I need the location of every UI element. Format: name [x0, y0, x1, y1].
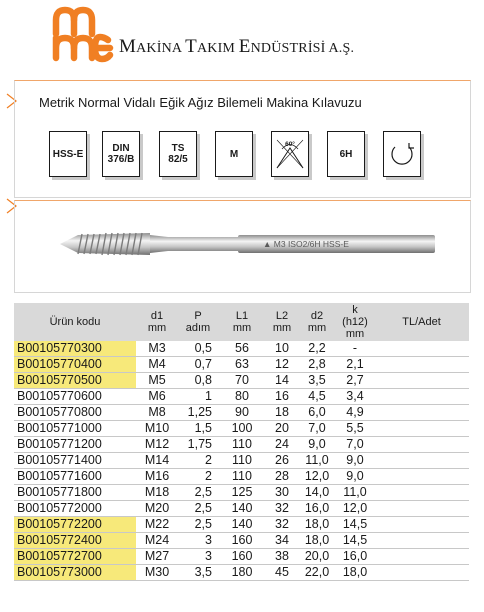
cell-tl [374, 517, 469, 533]
table-row [14, 405, 469, 421]
cell-tl [374, 469, 469, 485]
cell-tl [374, 533, 469, 549]
tap-tool-image [58, 223, 438, 265]
cell-l2: 45 [266, 565, 298, 581]
table-row [14, 357, 469, 373]
cell-l1: 125 [218, 485, 266, 501]
cell-d1: M18 [136, 485, 178, 501]
table-row [14, 373, 469, 389]
cell-l1: 70 [218, 373, 266, 389]
cell-d1: M6 [136, 389, 178, 405]
product-table [14, 303, 469, 581]
cell-l2: 14 [266, 373, 298, 389]
cell-tl [374, 485, 469, 501]
cell-code: B00105771000 [14, 421, 136, 437]
svg-text:60°: 60° [285, 141, 295, 148]
thread-angle-badge [271, 131, 309, 177]
cell-l1: 160 [218, 533, 266, 549]
cell-p: 3 [178, 533, 218, 549]
cell-l2: 32 [266, 517, 298, 533]
company-name-part: A.Ş. [328, 41, 355, 56]
company-name-part: M [119, 36, 137, 57]
cell-p: 0,5 [178, 341, 218, 357]
cell-p: 3,5 [178, 565, 218, 581]
cell-l2: 16 [266, 389, 298, 405]
cell-d2: 4,5 [298, 389, 336, 405]
cell-k: 9,0 [336, 469, 374, 485]
table-row [14, 549, 469, 565]
cell-p: 2 [178, 469, 218, 485]
cell-code: B00105770300 [14, 341, 136, 357]
cell-tl [374, 437, 469, 453]
cell-tl [374, 501, 469, 517]
cell-l2: 20 [266, 421, 298, 437]
cell-l2: 28 [266, 469, 298, 485]
cell-code: B00105771400 [14, 453, 136, 469]
cell-l1: 140 [218, 517, 266, 533]
cell-l1: 180 [218, 565, 266, 581]
cell-code: B00105772000 [14, 501, 136, 517]
cell-tl [374, 373, 469, 389]
company-name-part: E [238, 36, 251, 57]
ts-badge: TS 82/5 [159, 131, 197, 177]
company-name-part: T [185, 36, 197, 57]
cell-d1: M14 [136, 453, 178, 469]
cell-l2: 38 [266, 549, 298, 565]
material-badge: HSS-E [49, 131, 87, 177]
cell-d2: 22,0 [298, 565, 336, 581]
cell-d2: 11,0 [298, 453, 336, 469]
cell-p: 1,5 [178, 421, 218, 437]
cell-tl [374, 421, 469, 437]
cell-k: 12,0 [336, 501, 374, 517]
header-code: Ürün kodu [14, 303, 136, 341]
cell-p: 2,5 [178, 485, 218, 501]
table-row [14, 485, 469, 501]
cell-l1: 100 [218, 421, 266, 437]
header-p: P adım [178, 303, 218, 341]
cell-p: 0,8 [178, 373, 218, 389]
cell-code: B00105770800 [14, 405, 136, 421]
company-name-part: AKIM [196, 41, 239, 56]
company-name [119, 36, 354, 58]
company-name-part: AKİNA [136, 41, 186, 56]
cell-l2: 34 [266, 533, 298, 549]
cell-l1: 90 [218, 405, 266, 421]
cell-d1: M20 [136, 501, 178, 517]
header-l1: L1 mm [218, 303, 266, 341]
cell-code: B00105770400 [14, 357, 136, 373]
cell-d2: 3,5 [298, 373, 336, 389]
cell-code: B00105770600 [14, 389, 136, 405]
cell-k: 11,0 [336, 485, 374, 501]
cell-d1: M30 [136, 565, 178, 581]
cell-k: 4,9 [336, 405, 374, 421]
cell-code: B00105772400 [14, 533, 136, 549]
cell-tl [374, 565, 469, 581]
thread-type-badge: M [215, 131, 253, 177]
cell-k: 7,0 [336, 437, 374, 453]
rotation-badge [383, 131, 421, 177]
header-d1: d1 mm [136, 303, 178, 341]
company-logo [50, 4, 114, 64]
cell-k: 2,1 [336, 357, 374, 373]
header-k: k (h12) mm [336, 303, 374, 341]
table-row [14, 453, 469, 469]
cell-l2: 10 [266, 341, 298, 357]
table-row [14, 501, 469, 517]
cell-d2: 2,2 [298, 341, 336, 357]
cell-p: 2,5 [178, 517, 218, 533]
cell-d1: M8 [136, 405, 178, 421]
cell-d1: M24 [136, 533, 178, 549]
cell-code: B00105773000 [14, 565, 136, 581]
header [0, 0, 484, 75]
cell-tl [374, 341, 469, 357]
cell-d2: 6,0 [298, 405, 336, 421]
cell-p: 2 [178, 453, 218, 469]
din-badge: DIN 376/B [102, 131, 140, 177]
cell-k: 16,0 [336, 549, 374, 565]
thread-angle-icon [274, 135, 306, 173]
cell-p: 1,75 [178, 437, 218, 453]
cell-tl [374, 549, 469, 565]
table-row [14, 469, 469, 485]
cell-p: 2,5 [178, 501, 218, 517]
tool-image-panel [14, 200, 471, 293]
company-name-part: NDÜSTRİSİ [250, 41, 329, 56]
cell-k: 14,5 [336, 517, 374, 533]
cell-tl [374, 357, 469, 373]
cell-d1: M27 [136, 549, 178, 565]
header-tl: TL/Adet [374, 303, 469, 341]
cell-l1: 56 [218, 341, 266, 357]
cell-l2: 32 [266, 501, 298, 517]
table-row [14, 421, 469, 437]
cell-l1: 110 [218, 453, 266, 469]
cell-code: B00105771200 [14, 437, 136, 453]
table-header-row [14, 303, 469, 341]
product-title: Metrik Normal Vidalı Eğik Ağız Bilemeli Makina Kılavuzu [39, 95, 362, 110]
cell-d1: M16 [136, 469, 178, 485]
cell-d1: M10 [136, 421, 178, 437]
cell-p: 1,25 [178, 405, 218, 421]
cell-k: 9,0 [336, 453, 374, 469]
cell-l1: 160 [218, 549, 266, 565]
cell-d2: 18,0 [298, 517, 336, 533]
cell-l1: 110 [218, 437, 266, 453]
cell-tl [374, 453, 469, 469]
cell-d2: 7,0 [298, 421, 336, 437]
cell-k: 2,7 [336, 373, 374, 389]
cell-d2: 2,8 [298, 357, 336, 373]
cell-code: B00105771800 [14, 485, 136, 501]
cell-k: 14,5 [336, 533, 374, 549]
cell-k: 18,0 [336, 565, 374, 581]
cell-k: - [336, 341, 374, 357]
table-row [14, 341, 469, 357]
table-row [14, 533, 469, 549]
cell-code: B00105772200 [14, 517, 136, 533]
cell-l2: 26 [266, 453, 298, 469]
cell-tl [374, 389, 469, 405]
cell-d1: M4 [136, 357, 178, 373]
cell-d2: 14,0 [298, 485, 336, 501]
cell-d2: 20,0 [298, 549, 336, 565]
svg-text:▲ M3 ISO2/6H HSS-E: ▲ M3 ISO2/6H HSS-E [263, 239, 349, 249]
right-hand-rotation-icon [387, 139, 417, 169]
cell-p: 0,7 [178, 357, 218, 373]
cell-code: B00105770500 [14, 373, 136, 389]
cell-d2: 18,0 [298, 533, 336, 549]
cell-d1: M12 [136, 437, 178, 453]
cell-d2: 9,0 [298, 437, 336, 453]
tolerance-badge: 6H [327, 131, 365, 177]
cell-code: B00105771600 [14, 469, 136, 485]
cell-p: 3 [178, 549, 218, 565]
cell-k: 3,4 [336, 389, 374, 405]
cell-d1: M22 [136, 517, 178, 533]
header-l2: L2 mm [266, 303, 298, 341]
cell-l2: 30 [266, 485, 298, 501]
cell-l2: 12 [266, 357, 298, 373]
cell-l1: 80 [218, 389, 266, 405]
cell-code: B00105772700 [14, 549, 136, 565]
table-row [14, 389, 469, 405]
table-row [14, 565, 469, 581]
cell-d1: M5 [136, 373, 178, 389]
table-row [14, 517, 469, 533]
cell-tl [374, 405, 469, 421]
cell-l2: 18 [266, 405, 298, 421]
cell-k: 5,5 [336, 421, 374, 437]
cell-l2: 24 [266, 437, 298, 453]
cell-d1: M3 [136, 341, 178, 357]
cell-l1: 140 [218, 501, 266, 517]
cell-d2: 16,0 [298, 501, 336, 517]
header-d2: d2 mm [298, 303, 336, 341]
table-row [14, 437, 469, 453]
cell-l1: 110 [218, 469, 266, 485]
cell-d2: 12,0 [298, 469, 336, 485]
cell-l1: 63 [218, 357, 266, 373]
cell-p: 1 [178, 389, 218, 405]
